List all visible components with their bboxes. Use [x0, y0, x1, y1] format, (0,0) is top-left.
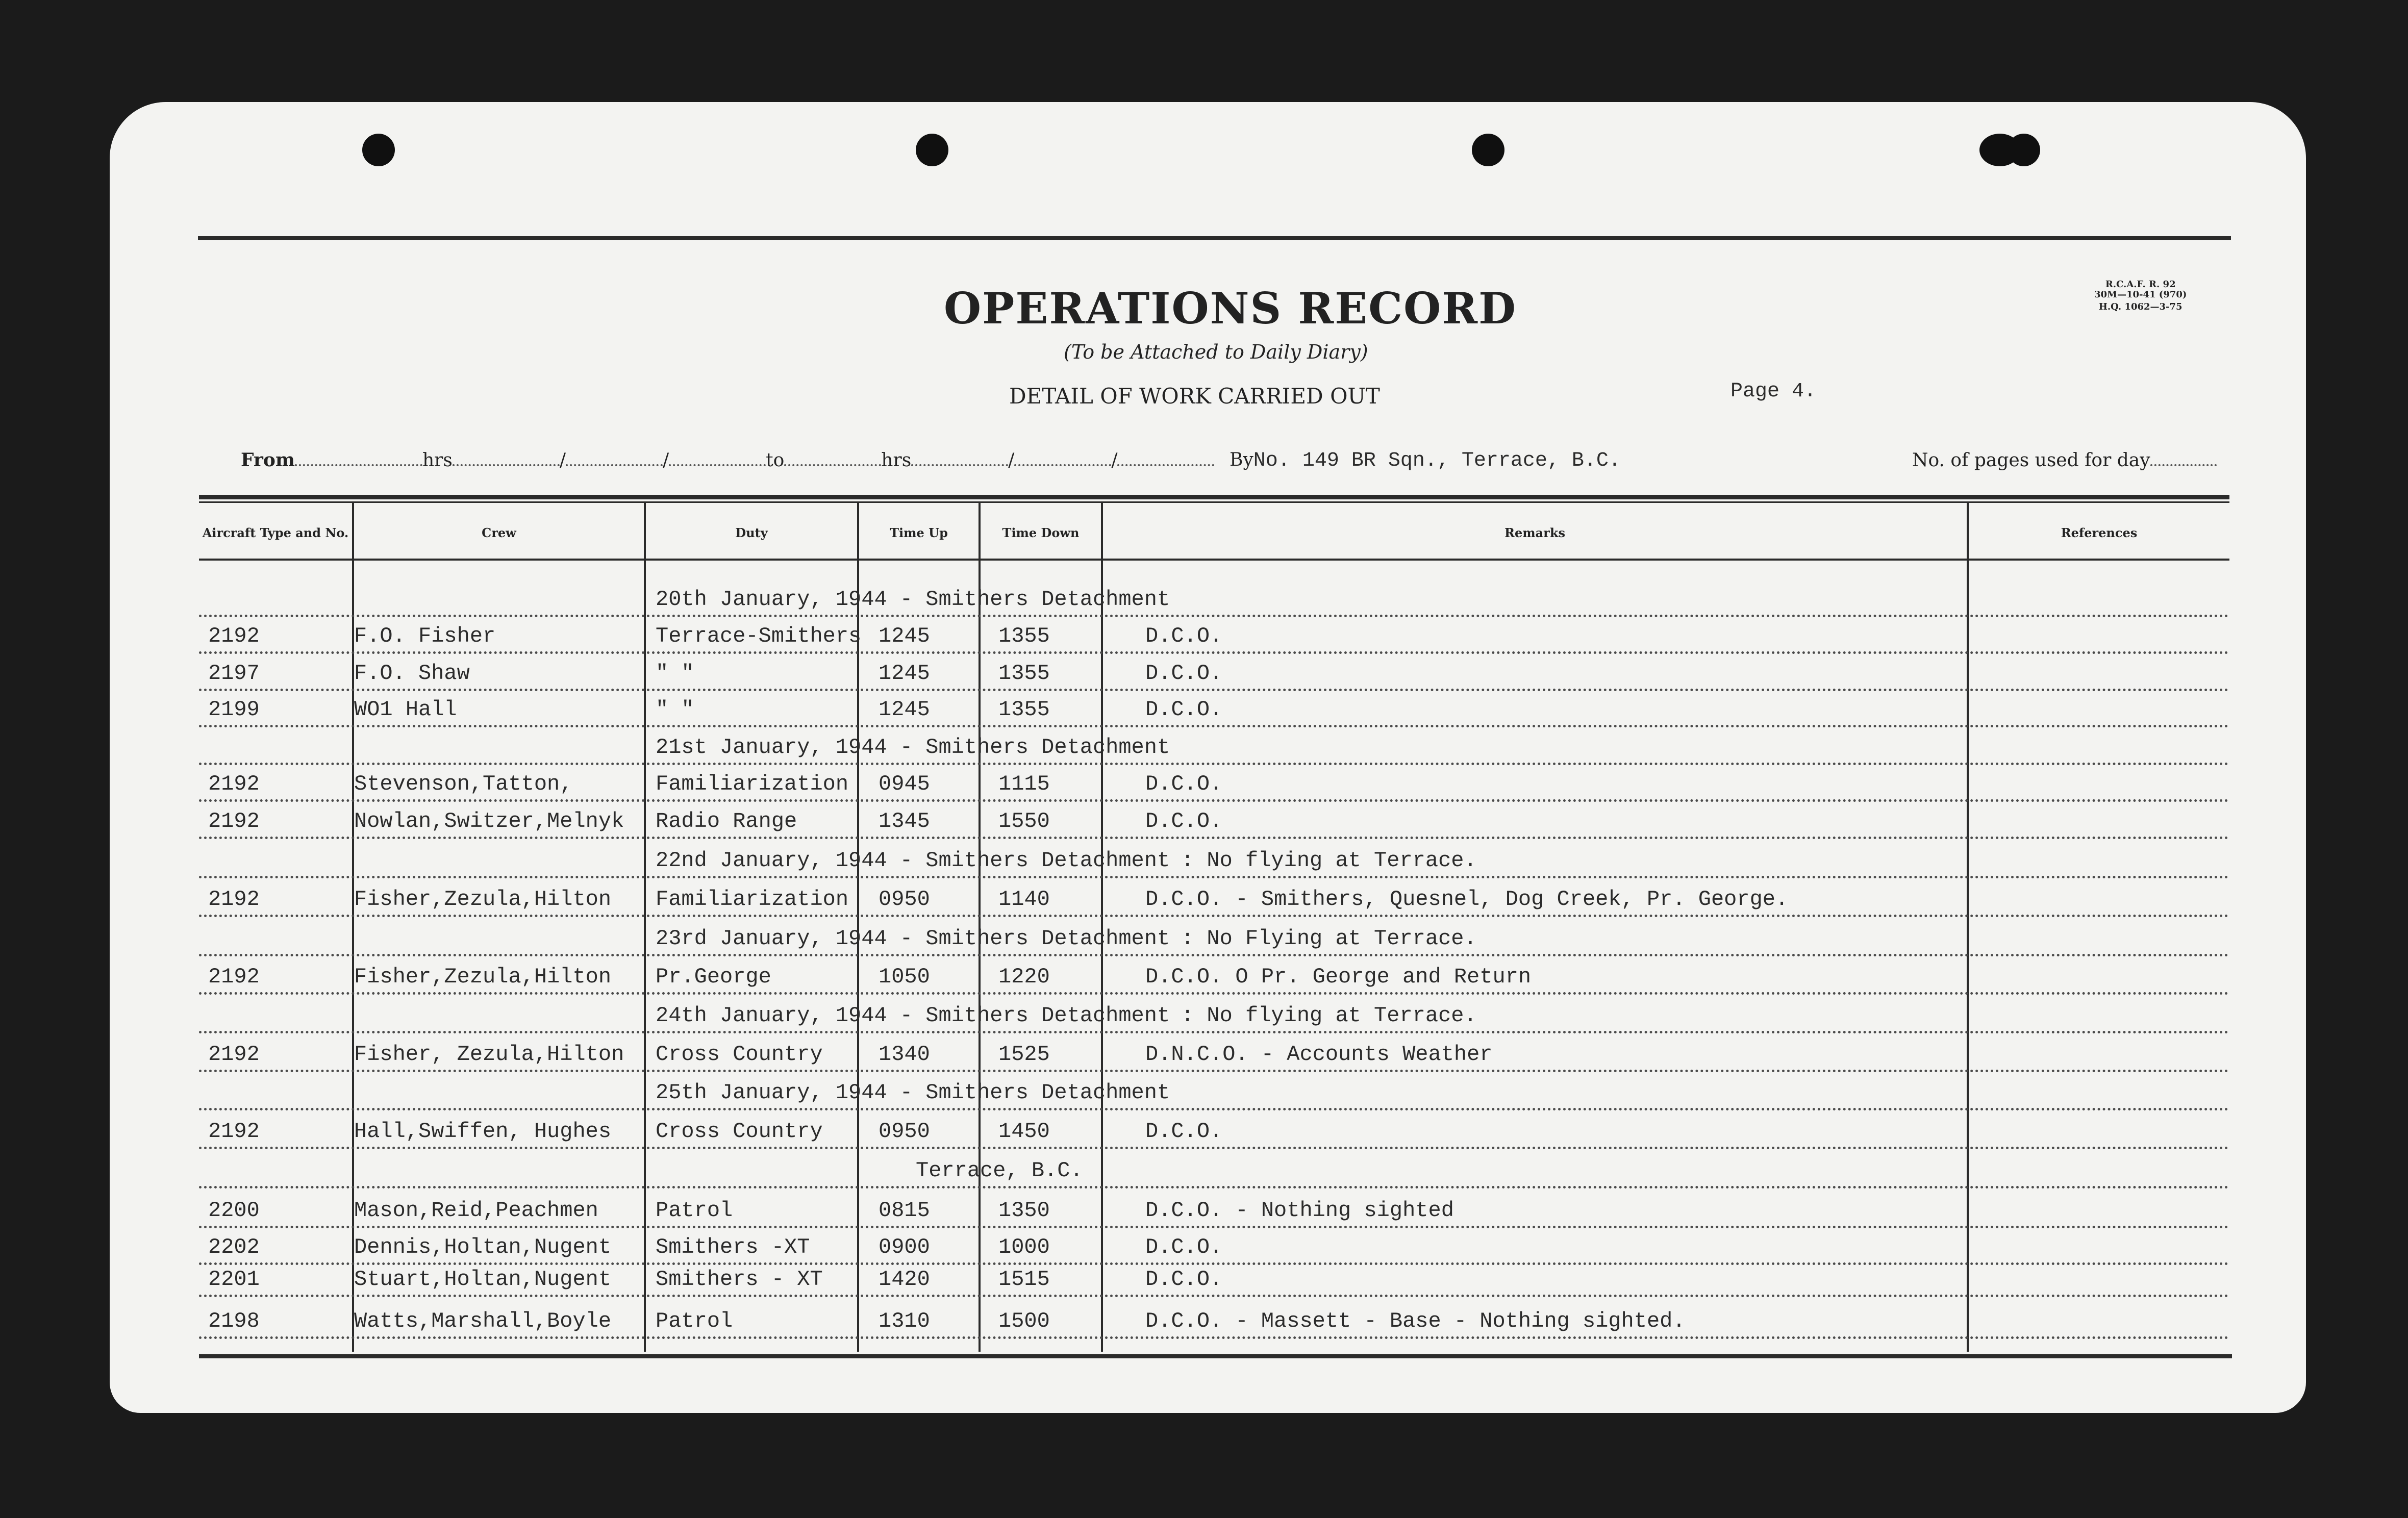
to-hrs-field[interactable] — [784, 449, 881, 466]
from-day-field[interactable] — [453, 449, 560, 466]
row-ruling — [199, 876, 2229, 878]
by-label: By — [1230, 449, 1253, 470]
top-rule — [198, 236, 2231, 240]
binder-hole — [2008, 134, 2040, 166]
row-ruling — [199, 992, 2229, 995]
from-label: From — [241, 449, 295, 471]
crew-names: Hall,Swiffen, Hughes — [354, 1119, 612, 1144]
page-number: Page 4. — [1730, 380, 1817, 403]
time-down: 1000 — [998, 1235, 1050, 1259]
duty: Smithers -XT — [656, 1235, 810, 1259]
time-down: 1220 — [998, 965, 1050, 989]
remarks: D.C.O. — [1145, 772, 1223, 796]
header-time-down: Time Down — [1002, 525, 1080, 540]
duty: Familiarization — [656, 772, 849, 796]
date-heading: 21st January, 1944 - Smithers Detachment — [656, 735, 1170, 760]
crew-names: Dennis,Holtan,Nugent — [354, 1235, 612, 1259]
duty: Radio Range — [656, 809, 797, 833]
form-code-line: 30M—10-41 (970) — [2094, 289, 2187, 300]
duty: Familiarization — [656, 887, 849, 912]
remarks: D.C.O. - Smithers, Quesnel, Dog Creek, Pr. George. — [1145, 887, 1789, 912]
column-divider — [1967, 502, 1969, 1352]
binder-hole — [1472, 134, 1504, 166]
pages-used-label: No. of pages used for day — [1912, 450, 2150, 471]
row-ruling — [199, 954, 2229, 956]
duty: Terrace-Smithers — [656, 624, 862, 648]
duty: Cross Country — [656, 1119, 823, 1144]
header-crew: Crew — [482, 525, 516, 540]
aircraft-number: 2192 — [208, 1119, 260, 1144]
remarks: D.C.O. — [1145, 1267, 1223, 1292]
time-up: 1245 — [879, 624, 930, 648]
crew-names: Stuart,Holtan,Nugent — [354, 1267, 612, 1292]
crew-names: Watts,Marshall,Boyle — [354, 1309, 612, 1333]
time-up: 0945 — [879, 772, 930, 796]
hrs-label: hrs — [881, 450, 912, 471]
binder-hole — [362, 134, 395, 166]
header-duty: Duty — [735, 525, 768, 540]
from-month-field[interactable] — [566, 449, 663, 466]
crew-names: Fisher, Zezula,Hilton — [354, 1042, 624, 1067]
binder-hole — [916, 134, 948, 166]
pages-used-field[interactable] — [2150, 449, 2217, 466]
row-ruling — [199, 1108, 2229, 1110]
form-code — [2094, 280, 2187, 312]
form-title: OPERATIONS RECORD — [944, 283, 1517, 334]
row-ruling — [199, 615, 2229, 617]
remarks: D.C.O. — [1145, 661, 1223, 686]
from-to-line: From hrs / / to hrs / / — [241, 449, 1214, 471]
duty: Patrol — [656, 1198, 733, 1223]
time-down: 1450 — [998, 1119, 1050, 1144]
row-ruling — [199, 1186, 2229, 1188]
remarks: D.C.O. O Pr. George and Return — [1145, 965, 1532, 989]
time-down: 1500 — [998, 1309, 1050, 1333]
aircraft-number: 2202 — [208, 1235, 260, 1259]
header-time-up: Time Up — [890, 525, 948, 540]
crew-names: Fisher,Zezula,Hilton — [354, 965, 612, 989]
duty: Pr.George — [656, 965, 771, 989]
duty: Patrol — [656, 1309, 733, 1333]
time-down: 1115 — [998, 772, 1050, 796]
from-hrs-field[interactable] — [295, 449, 422, 466]
to-label: to — [766, 450, 785, 471]
form-subtitle: (To be Attached to Daily Diary) — [1064, 341, 1368, 363]
column-divider — [644, 502, 646, 1352]
time-up: 0950 — [879, 887, 930, 912]
row-ruling — [199, 1226, 2229, 1228]
row-ruling — [199, 1031, 2229, 1033]
time-up: 1245 — [879, 661, 930, 686]
time-down: 1140 — [998, 887, 1050, 912]
row-ruling — [199, 799, 2229, 802]
crew-names: Stevenson,Tatton, — [354, 772, 573, 796]
duty: Smithers - XT — [656, 1267, 823, 1292]
remarks: D.C.O. — [1145, 1235, 1223, 1259]
aircraft-number: 2198 — [208, 1309, 260, 1333]
time-up: 1420 — [879, 1267, 930, 1292]
remarks: D.C.O. — [1145, 697, 1223, 722]
aircraft-number: 2201 — [208, 1267, 260, 1292]
remarks: D.C.O. — [1145, 809, 1223, 833]
to-month-field[interactable] — [1014, 449, 1111, 466]
time-down: 1350 — [998, 1198, 1050, 1223]
date-heading: 24th January, 1944 - Smithers Detachment — [656, 1003, 1170, 1028]
row-ruling — [199, 1295, 2229, 1297]
table-top-rule — [199, 495, 2229, 499]
row-ruling — [199, 915, 2229, 917]
row-ruling — [199, 651, 2229, 654]
table-bottom-rule — [199, 1354, 2232, 1358]
time-up: 1310 — [879, 1309, 930, 1333]
crew-names: F.O. Shaw — [354, 661, 470, 686]
aircraft-number: 2192 — [208, 624, 260, 648]
table-top-rule-thin — [199, 501, 2229, 503]
header-aircraft: Aircraft Type and No. — [202, 525, 349, 540]
time-up: 1245 — [879, 697, 930, 722]
duty: Cross Country — [656, 1042, 823, 1067]
to-day-field[interactable] — [911, 449, 1008, 466]
crew-names: Mason,Reid,Peachmen — [354, 1198, 598, 1223]
form-code-line: R.C.A.F. R. 92 — [2105, 279, 2176, 290]
time-down: 1355 — [998, 661, 1050, 686]
aircraft-number: 2192 — [208, 809, 260, 833]
form-code-line: H.Q. 1062—3-75 — [2098, 301, 2183, 312]
time-up: 0815 — [879, 1198, 930, 1223]
row-ruling — [199, 1147, 2229, 1149]
duty: " " — [656, 697, 694, 722]
remarks: D.C.O. — [1145, 624, 1223, 648]
row-ruling — [199, 725, 2229, 727]
aircraft-number: 2197 — [208, 661, 260, 686]
header-remarks: Remarks — [1504, 525, 1565, 540]
crew-names: F.O. Fisher — [354, 624, 496, 648]
crew-names: WO1 Hall — [354, 697, 457, 722]
detail-heading: DETAIL OF WORK CARRIED OUT — [1009, 384, 1380, 409]
to-year-field[interactable] — [1117, 449, 1214, 466]
by-value: No. 149 BR Sqn., Terrace, B.C. — [1253, 449, 1621, 472]
remarks: D.C.O. — [1145, 1119, 1223, 1144]
time-down: 1355 — [998, 624, 1050, 648]
aircraft-number: 2192 — [208, 965, 260, 989]
hrs-label: hrs — [422, 450, 453, 471]
from-year-field[interactable] — [669, 449, 766, 466]
row-ruling — [199, 1070, 2229, 1072]
time-up: 1340 — [879, 1042, 930, 1067]
date-heading-note: : No Flying at Terrace. — [1181, 926, 1477, 951]
time-down: 1355 — [998, 697, 1050, 722]
aircraft-number: 2192 — [208, 887, 260, 912]
date-heading: 22nd January, 1944 - Smithers Detachment — [656, 848, 1170, 873]
header-bottom-rule — [199, 559, 2229, 561]
aircraft-number: 2200 — [208, 1198, 260, 1223]
time-down: 1525 — [998, 1042, 1050, 1067]
date-heading: 25th January, 1944 - Smithers Detachment — [656, 1080, 1170, 1105]
row-ruling — [199, 689, 2229, 691]
aircraft-number: 2192 — [208, 772, 260, 796]
time-up: 1050 — [879, 965, 930, 989]
header-references: References — [2061, 525, 2138, 540]
crew-names: Nowlan,Switzer,Melnyk — [354, 809, 624, 833]
time-down: 1550 — [998, 809, 1050, 833]
remarks: D.C.O. - Nothing sighted — [1145, 1198, 1454, 1223]
time-up: 0900 — [879, 1235, 930, 1259]
row-ruling — [199, 837, 2229, 839]
row-ruling — [199, 1336, 2229, 1339]
time-down: 1515 — [998, 1267, 1050, 1292]
time-up: 0950 — [879, 1119, 930, 1144]
aircraft-number: 2199 — [208, 697, 260, 722]
crew-names: Fisher,Zezula,Hilton — [354, 887, 612, 912]
date-heading: 23rd January, 1944 - Smithers Detachment — [656, 926, 1170, 951]
time-up: 1345 — [879, 809, 930, 833]
pages-used-line — [1912, 449, 2217, 471]
by-line — [1230, 449, 1621, 472]
remarks: D.C.O. - Massett - Base - Nothing sighted. — [1145, 1309, 1686, 1333]
duty: " " — [656, 661, 694, 686]
date-heading-note: : No flying at Terrace. — [1181, 1003, 1477, 1028]
date-heading: 20th January, 1944 - Smithers Detachment — [656, 587, 1170, 612]
row-ruling — [199, 763, 2229, 765]
aircraft-number: 2192 — [208, 1042, 260, 1067]
remarks: D.N.C.O. - Accounts Weather — [1145, 1042, 1493, 1067]
row-ruling — [199, 1262, 2229, 1265]
date-heading-note: : No flying at Terrace. — [1181, 848, 1477, 873]
location-heading: Terrace, B.C. — [916, 1158, 1083, 1183]
